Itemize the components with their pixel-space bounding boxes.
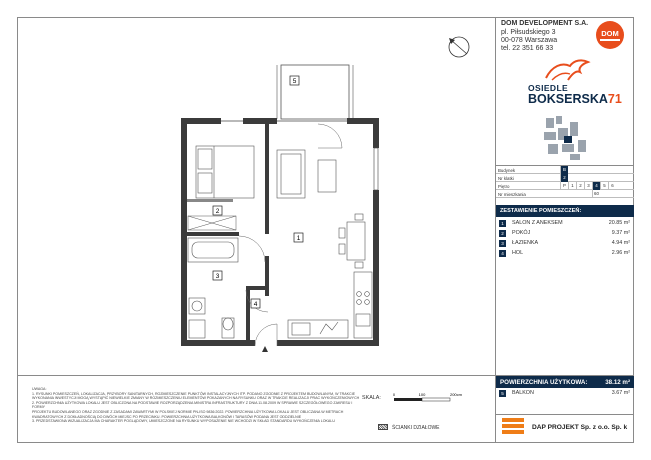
company-name: DOM DEVELOPMENT S.A.: [501, 20, 589, 27]
room-name: HOL: [512, 250, 524, 256]
sofa: [277, 150, 305, 198]
entrance-arrow-icon: [262, 346, 268, 352]
room-area: 4.94 m²: [611, 240, 630, 246]
note-line: 2. POWIERZCHNIA UŻYTKOWA LOKALU JEST OBLICZONA NA PODSTAWIE ROZPORZĄDZENIA MINISTRA INFRASTRUKTURY Z DNIA 11.08.2009 W SPRAWIE SZCZEGÓŁOWEGO ZAKRESU I FORMY: [32, 400, 353, 410]
scale-tick-100: 100: [418, 392, 426, 397]
room-number: 3: [499, 240, 506, 247]
note-line: 1. RYSUNKI POMIESZCZEŃ, LOKALIZACJA, PRZYBORY SANITARNYCH, ROZMIESZCZENIE PUNKTÓW INSTALACYJNYCH ITP. PODANO ZGODNIE Z PROJEKTEM BUDOWLANYM. W TRAKCIE: [32, 391, 356, 396]
note-line: WYKONANIA INWESTYCJI MOGĄ WYSTĄPIĆ NIEWIELKIE ZMIANY W ROZMIESZCZENIU ELEMENTÓW POKAZANYCH NA RYSUNKU ORAZ W TRAKCIE REALIZACJI PRAC WYKOŃCZENIOWYCH: [32, 396, 360, 401]
row-label: Budynek: [498, 167, 516, 173]
company-city: 00-078 Warszawa: [501, 37, 558, 44]
scale-label: SKALA:: [362, 395, 381, 401]
estate-prefix: OSIEDLE: [528, 83, 569, 93]
balcony-row: [496, 389, 634, 398]
bathtub: [188, 238, 238, 262]
room-labels: [213, 76, 303, 308]
floor-cell-active: 4: [592, 182, 600, 190]
company-street: pl. Piłsudskiego 3: [501, 29, 556, 36]
usable-area-bar: [496, 376, 634, 388]
usable-area-label: POWIERZCHNIA UŻYTKOWA:: [500, 379, 588, 386]
table-row: [496, 190, 634, 198]
right-window: [374, 148, 378, 190]
dap-logo-icon: [502, 418, 524, 438]
floor-cell: 5: [600, 182, 608, 190]
row-label: Piętro: [498, 183, 510, 189]
list-item: [496, 249, 634, 258]
table-row: [496, 182, 634, 190]
scale-tick-0: 0: [392, 392, 396, 397]
room-name: SALON Z ANEKSEM: [512, 220, 563, 226]
dining-table: [339, 214, 365, 268]
list-item: [496, 229, 634, 238]
note-line: PROJEKTU BUDOWLANEGO ORAZ ZGODNIE Z ZASADAMI ZAWARTYMI W POLSKIEJ NORMIE PN-ISO 9836:2022. POWIERZCHNIA UŻYTKOWA LOKALU JEST OBLICZANA W METRACH: [32, 409, 344, 414]
room-number: 1: [499, 220, 506, 227]
room-name: ŁAZIENKA: [512, 240, 539, 246]
floor-cell: 6: [608, 182, 616, 190]
note-line: 3. PRZEDSTAWIONA WIZUALIZACJA MA CHARAKTER POGLĄDOWY, UMIESZCZONE NA RYSUNKU WYPOSAŻENIE NIE WCHODZI W SKŁAD STANDARDU WYKOŃCZENIA LOKALU: [32, 419, 335, 424]
bed-furniture: [196, 146, 254, 198]
note-line: KWADRATOWYCH Z DOKŁADNOŚCIĄ DO DWÓCH MIEJSC PO PRZECINKU. POWIERZCHNIA UŻYTKOWA BALKONÓW I TARASÓW PODANA JEST ODDZIELNIE: [32, 414, 302, 419]
dom-logo: [596, 21, 624, 49]
usable-area-value: 38.12 m²: [605, 379, 630, 386]
plan-label-1: 1: [296, 235, 301, 242]
north-arrow-icon: [449, 37, 469, 57]
balcony-name: BALKON: [512, 390, 534, 396]
armchair: [318, 160, 336, 192]
estate-name: [528, 92, 622, 106]
company-phone: tel. 22 351 66 33: [501, 45, 554, 52]
bathroom-fixtures: [189, 298, 234, 338]
building-cell: B: [560, 166, 568, 174]
legend-partition-walls: ŚCIANKI DZIAŁOWE: [392, 425, 440, 431]
table-row: [496, 174, 634, 182]
room-number: 2: [499, 230, 506, 237]
plan-label-5: 5: [292, 78, 297, 85]
balcony-area: 3.67 m²: [611, 390, 630, 396]
table-row: [496, 166, 634, 174]
floor-cell: 3: [584, 182, 592, 190]
list-item: [496, 219, 634, 228]
scale-tick-200: 200cm: [449, 392, 463, 397]
room-area: 9.37 m²: [611, 230, 630, 236]
plan-label-2: 2: [215, 208, 220, 215]
scale-bar: [384, 391, 474, 407]
room-area: 20.85 m²: [608, 220, 630, 226]
dom-logo-text: DOM: [601, 29, 619, 38]
rooms-header: ZESTAWIENIE POMIESZCZEŃ:: [496, 205, 634, 217]
row-label: Nr mieszkania: [498, 191, 526, 197]
kitchen-counter: [288, 272, 372, 338]
plan-label-3: 3: [215, 273, 220, 280]
balcony-outline: [277, 65, 353, 119]
partition-wall: [187, 199, 233, 202]
notes-block: [32, 387, 362, 424]
building-key-plan: [540, 114, 590, 164]
estate-name-text: BOKSERSKA: [528, 92, 608, 106]
plan-label-4: 4: [253, 301, 258, 308]
row-label: Nr klatki: [498, 175, 514, 181]
stairwell-cell: 2: [560, 174, 568, 182]
wardrobe: [188, 216, 236, 230]
room-number: 4: [499, 250, 506, 257]
apartment-number-cell: 60: [592, 190, 600, 198]
floor-cell: 2: [576, 182, 584, 190]
boxing-kangaroo-logo-icon: [542, 56, 592, 84]
floor-cell: 1: [568, 182, 576, 190]
estate-number: 71: [607, 92, 622, 106]
floor-cell: P: [560, 182, 568, 190]
partition-hatch-icon: [378, 424, 388, 430]
notes-title: UWAGA:: [32, 387, 47, 391]
balcony-number: 5: [499, 390, 506, 397]
architect-name: DAP PROJEKT Sp. z o.o. Sp. k: [532, 424, 628, 431]
room-area: 2.96 m²: [611, 250, 630, 256]
list-item: [496, 239, 634, 248]
room-name: POKÓJ: [512, 230, 531, 236]
